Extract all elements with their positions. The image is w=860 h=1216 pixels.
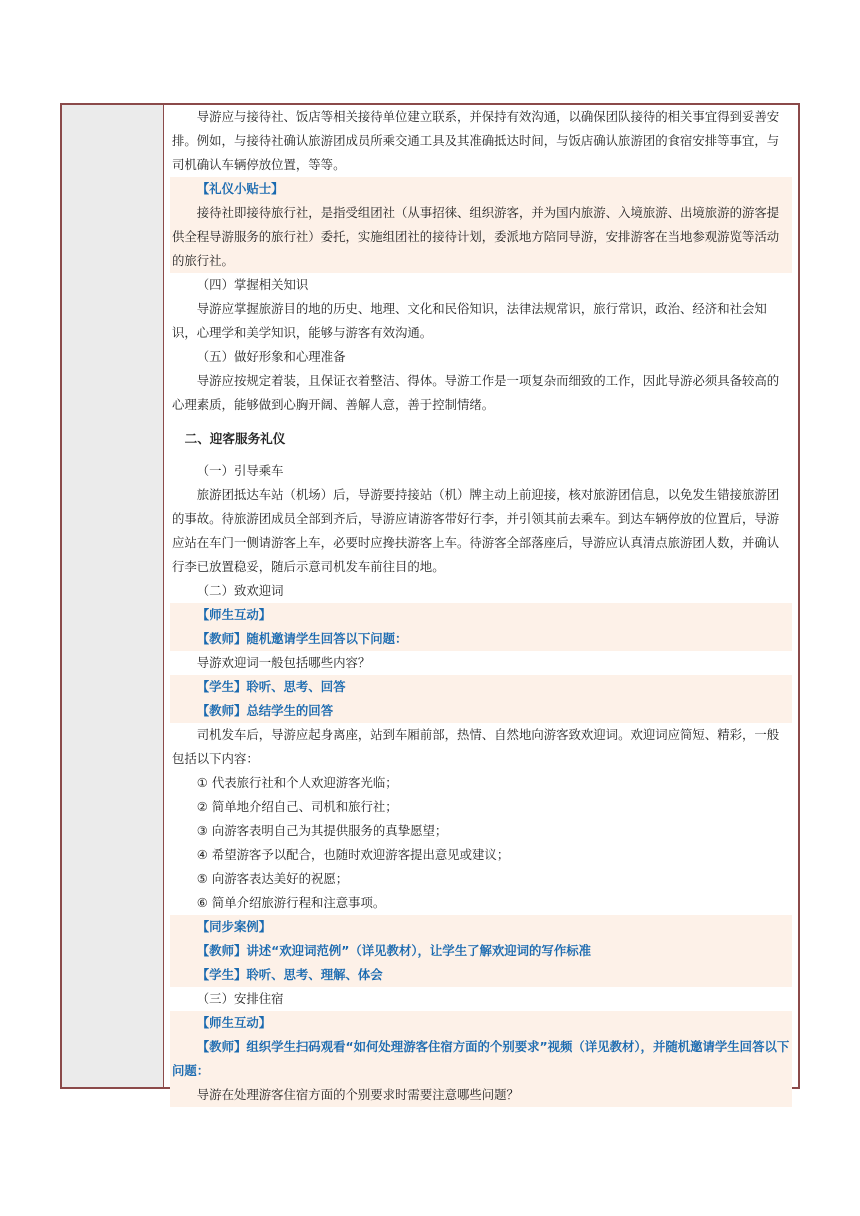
tip-title: 【礼仪小贴士】 <box>196 181 284 196</box>
section-title: （四）掌握相关知识 <box>196 277 309 292</box>
case-label: 【同步案例】 <box>196 919 272 934</box>
question-text: 导游欢迎词一般包括哪些内容？ <box>196 655 371 670</box>
student-label: 【学生】聆听、思考、理解、体会 <box>196 967 383 982</box>
paragraph: 司机发车后，导游应起身离座，站到车厢前部，热情、自然地向游客致欢迎词。欢迎词应简短、精彩，一般包括以下内容： <box>172 727 780 766</box>
list-item: ② 简单地介绍自己、司机和旅行社； <box>196 799 398 814</box>
section-title: （三）安排住宿 <box>196 991 284 1006</box>
teacher-label: 【教师】总结学生的回答 <box>196 703 334 718</box>
section-title: （二）致欢迎词 <box>196 583 284 598</box>
interaction-label: 【师生互动】 <box>196 607 272 622</box>
section-title: （五）做好形象和心理准备 <box>196 349 346 364</box>
paragraph: 导游应与接待社、饭店等相关接待单位建立联系，并保持有效沟通，以确保团队接待的相关事宜得到妥善安排。例如，与接待社确认旅游团成员所乘交通工具及其准确抵达时间，与饭店确认旅游团的食宿安排等事宜，与司机确认车辆停放位置，等等。 <box>172 109 780 172</box>
tip-text: 接待社即接待旅行社，是指受组团社（从事招徕、组织游客，并为国内旅游、入境旅游、出境旅游的游客提供全程导游服务的旅行社）委托，实施组团社的接待计划，委派地方陪同导游，安排游客在当地参观游览等活动的旅行社。 <box>172 205 780 268</box>
interaction-box <box>170 603 792 651</box>
case-box <box>170 915 792 987</box>
interaction-label: 【师生互动】 <box>196 1015 272 1030</box>
section-title: （一）引导乘车 <box>196 463 284 478</box>
paragraph: 导游应掌握旅游目的地的历史、地理、文化和民俗知识，法律法规常识，旅行常识，政治、经济和社会知识，心理学和美学知识，能够与游客有效沟通。 <box>172 301 767 340</box>
teacher-label: 【教师】讲述“欢迎词范例”（详见教材），让学生了解欢迎词的写作标准 <box>196 943 591 958</box>
teacher-label: 【教师】随机邀请学生回答以下问题： <box>196 631 408 646</box>
interaction-box <box>170 675 792 723</box>
paragraph: 旅游团抵达车站（机场）后，导游要持接站（机）牌主动上前迎接，核对旅游团信息，以免发生错接旅游团的事故。待旅游团成员全部到齐后，导游应请游客带好行李，并引领其前去乘车。到达车辆停放的位置后，导游应站在车门一侧请游客上车，必要时应搀扶游客上车。待游客全部落座后，导游应认真清点旅游团人数，并确认行李已放置稳妥，随后示意司机发车前往目的地。 <box>172 487 780 574</box>
etiquette-tip-box <box>170 177 792 273</box>
list-item: ⑤ 向游客表达美好的祝愿； <box>196 871 349 886</box>
paragraph: 导游应按规定着装，且保证衣着整洁、得体。导游工作是一项复杂而细致的工作，因此导游必须具备较高的心理素质，能够做到心胸开阔、善解人意，善于控制情绪。 <box>172 373 780 412</box>
student-label: 【学生】聆听、思考、回答 <box>196 679 346 694</box>
list-item: ③ 向游客表明自己为其提供服务的真挚愿望； <box>196 823 448 838</box>
list-item: ① 代表旅行社和个人欢迎游客光临； <box>196 775 398 790</box>
heading-welcome-etiquette: 二、迎客服务礼仪 <box>184 431 286 446</box>
teacher-label: 【教师】组织学生扫码观看“如何处理游客住宿方面的个别要求”视频（详见教材），并随机邀请学生回答以下问题： <box>172 1039 790 1078</box>
table-left-column <box>62 105 164 1087</box>
interaction-box <box>170 1011 792 1107</box>
question-text: 导游在处理游客住宿方面的个别要求时需要注意哪些问题？ <box>196 1087 519 1102</box>
lesson-table <box>60 103 800 1102</box>
list-item: ⑥ 简单介绍旅游行程和注意事项。 <box>196 895 386 910</box>
list-item: ④ 希望游客予以配合，也随时欢迎游客提出意见或建议； <box>196 847 510 862</box>
table-content-cell <box>164 105 798 1102</box>
